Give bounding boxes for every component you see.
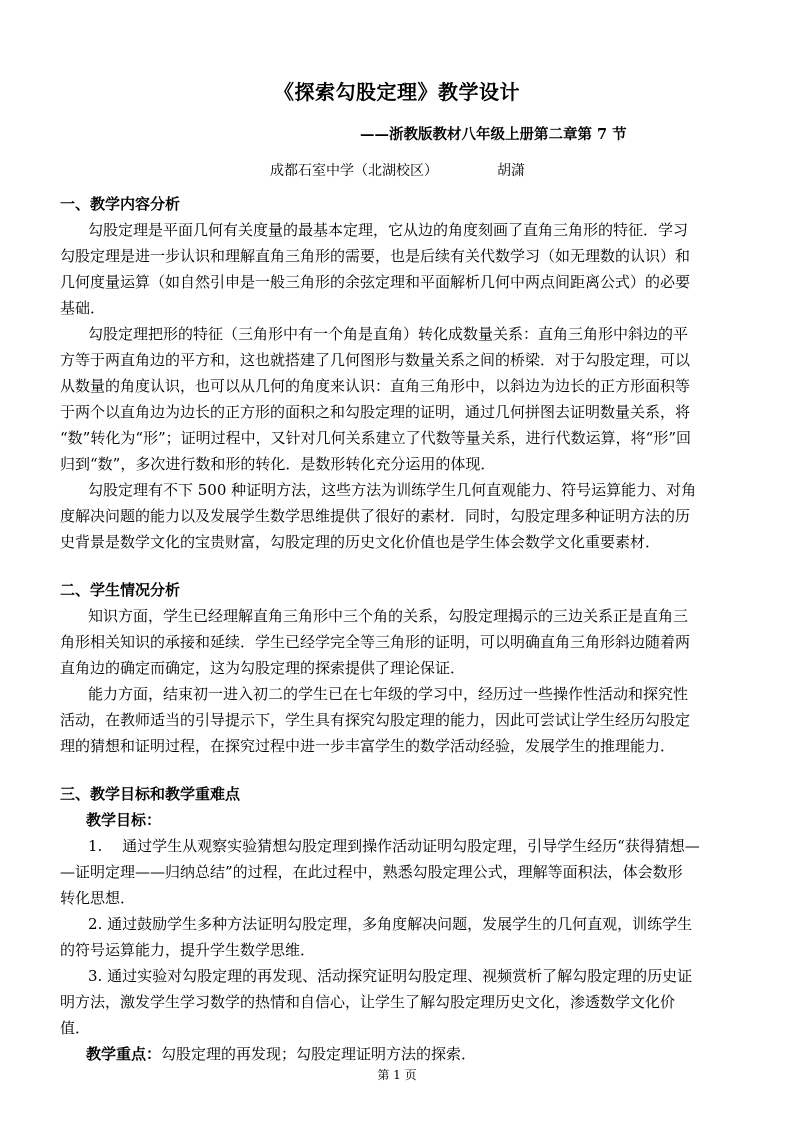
paragraph-line: “数”转化为“形”；证明过程中，又针对几何关系建立了代数等量关系，进行代数运算，将“形”回 (60, 429, 692, 447)
section2-heading: 二、学生情况分析 (60, 581, 181, 599)
school-name: 成都石室中学（北湖校区） (270, 163, 438, 179)
objective-line: —证明定理——归纳总结”的过程，在此过程中，熟悉勾股定理公式，理解等面积法，体会数形 (60, 863, 683, 881)
objective-line: 的符号运算能力，提升学生数学思维． (60, 941, 316, 959)
paragraph-line: 勾股定理是平面几何有关度量的最基本定理，它从边的角度刻画了直角三角形的特征．学习 (88, 221, 689, 239)
paragraph-line: 史背景是数学文化的宝贵财富，勾股定理的历史文化价值也是学生体会数学文化重要素材． (60, 533, 661, 551)
key-point-text: 勾股定理的再发现；勾股定理证明方法的探索． (161, 1045, 477, 1063)
objective-line: 值． (60, 1019, 91, 1037)
paragraph-line: 几何度量运算（如自然引申是一般三角形的余弦定理和平面解析几何中两点间距离公式）的必要 (60, 273, 691, 291)
section1-heading: 一、教学内容分析 (60, 195, 181, 213)
paragraph-line: 直角边的确定而确定，这为勾股定理的探索提供了理论保证． (60, 659, 466, 677)
objective-line: 转化思想． (60, 889, 136, 907)
paragraph-line: 角形相关知识的承接和延续．学生已经学完全等三角形的证明，可以明确直角三角形斜边随着两 (60, 633, 691, 651)
paragraph-line: 方等于两直角边的平方和，这也就搭建了几何图形与数量关系之间的桥梁．对于勾股定理，可以 (60, 351, 691, 369)
paragraph-line: 勾股定理有不下 500 种证明方法，这些方法为训练学生几何直观能力、符号运算能力、对角 (88, 481, 697, 499)
author-name: 胡潇 (497, 163, 525, 179)
paragraph-line: 基础． (60, 299, 106, 317)
paragraph-line: 能力方面，结束初一进入初二的学生已在七年级的学习中，经历过一些操作性活动和探究性 (88, 685, 689, 703)
section3-heading: 三、教学目标和教学重难点 (60, 785, 241, 803)
key-point-label: 教学重点： (86, 1045, 162, 1063)
objective-line: 3. 通过实验对勾股定理的再发现、活动探究证明勾股定理、视频赏析了解勾股定理的历史证 (88, 967, 693, 985)
document-title: 《探索勾股定理》教学设计 (274, 80, 520, 104)
paragraph-line: 理的猜想和证明过程，在探究过程中进一步丰富学生的数学活动经验，发展学生的推理能力． (60, 737, 676, 755)
key-point-line (86, 1043, 476, 1064)
paragraph-line: 于两个以直角边为边长的正方形的面积之和勾股定理的证明，通过几何拼图去证明数量关系，将 (60, 403, 691, 421)
objective-line: 明方法，激发学生学习数学的热情和自信心，让学生了解勾股定理历史文化，渗透数学文化价 (60, 993, 676, 1011)
paragraph-line: 度解决问题的能力以及发展学生数学思维提供了很好的素材．同时，勾股定理多种证明方法的历 (60, 507, 691, 525)
objective-line: 1. 通过学生从观察实验猜想勾股定理到操作活动证明勾股定理，引导学生经历“获得猜想— (88, 837, 700, 855)
paragraph-line: 归到“数”，多次进行数和形的转化．是数形转化充分运用的体现． (60, 455, 496, 473)
paragraph-line: 知识方面，学生已经理解直角三角形中三个角的关系，勾股定理揭示的三边关系正是直角三 (88, 607, 689, 625)
paragraph-line: 从数量的角度认识，也可以从几何的角度来认识：直角三角形中，以斜边为边长的正方形面积等 (60, 377, 691, 395)
objective-line: 2. 通过鼓励学生多种方法证明勾股定理，多角度解决问题，发展学生的几何直观，训练学生 (88, 915, 693, 933)
document-subtitle: ——浙教版教材八年级上册第二章第 7 节 (360, 126, 627, 143)
page-number: 第 1 页 (377, 1068, 417, 1082)
paragraph-line: 勾股定理是进一步认识和理解直角三角形的需要，也是后续有关代数学习（如无理数的认识）和 (60, 247, 691, 265)
objectives-label: 教学目标： (86, 811, 162, 829)
paragraph-line: 勾股定理把形的特征（三角形中有一个角是直角）转化成数量关系：直角三角形中斜边的平 (88, 325, 689, 343)
paragraph-line: 活动，在教师适当的引导提示下，学生具有探究勾股定理的能力，因此可尝试让学生经历勾股定 (60, 711, 691, 729)
